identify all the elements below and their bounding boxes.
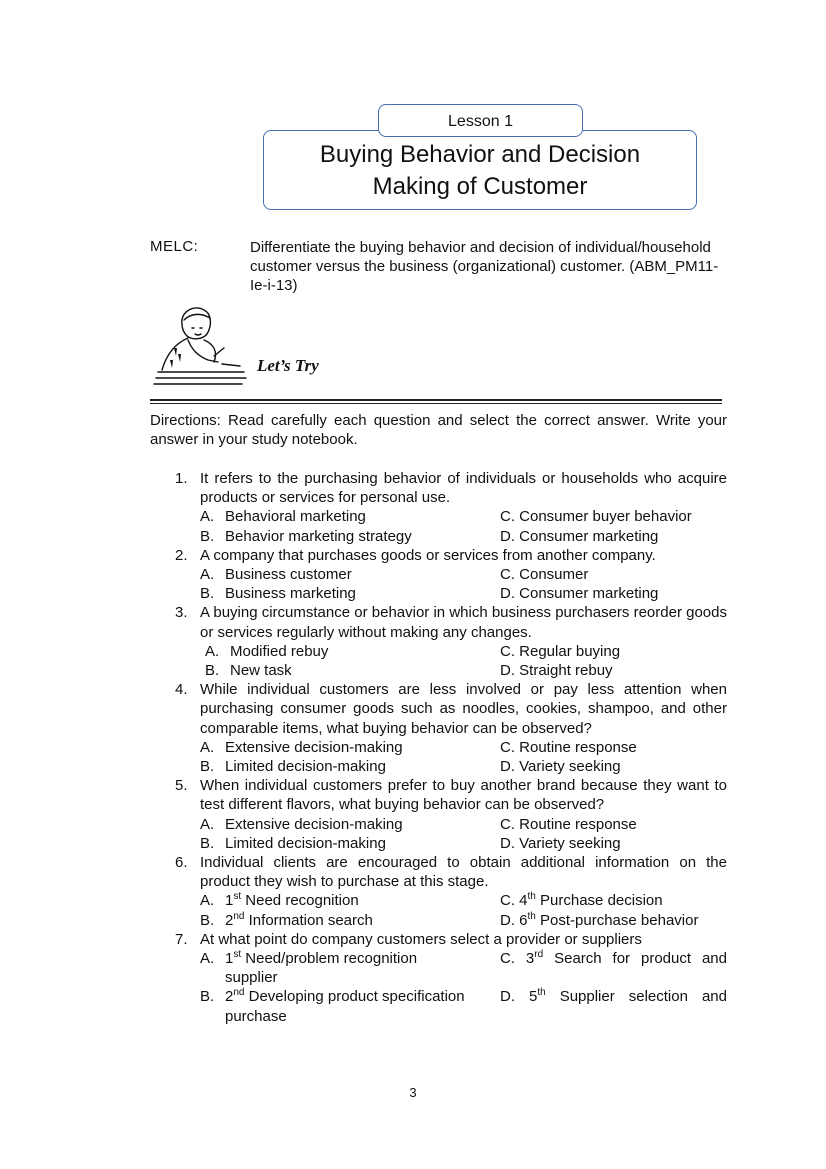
option-b: B. Behavior marketing strategy: [200, 527, 412, 545]
option-c: C. Routine response: [500, 815, 637, 833]
question-text: While individual customers are less involved or pay less attention when purchasing consumer goods such as noodles, cookies, shampoo, and other comparable items, what buying behavior can be observed?: [200, 681, 727, 737]
option-c: C. 4th Purchase decision: [500, 891, 663, 910]
page-number: 3: [409, 1085, 417, 1100]
lesson-label: Lesson 1: [378, 104, 583, 137]
title-line-2: Making of Customer: [372, 173, 588, 200]
option-d: D. 6th Post-purchase behavior: [500, 910, 699, 929]
question-text: A buying circumstance or behavior in which business purchasers reorder goods or services regularly without making any changes.: [200, 604, 727, 641]
option-d: D. Consumer marketing: [500, 527, 659, 545]
question-number: 4.: [175, 681, 188, 699]
melc-text: Differentiate the buying behavior and decision of individual/household customer versus the business (organizational) customer. (ABM_PM11-Ie-i-13): [250, 239, 719, 294]
page-title: [264, 139, 696, 203]
divider-thick: [150, 399, 722, 401]
question-3: [150, 603, 727, 680]
question-number: 5.: [175, 777, 188, 795]
option-b: B. New task: [205, 662, 292, 680]
divider-thin: [150, 403, 722, 404]
title-line-1: Buying Behavior and Decision: [319, 141, 641, 168]
option-c: C. 3rd Search for product and: [500, 949, 727, 968]
question-list: [150, 469, 727, 1026]
option-c: C. Consumer buyer behavior: [500, 508, 692, 526]
option-b: B. Limited decision-making: [200, 834, 386, 852]
option-b: B. Business marketing: [200, 585, 356, 603]
option-d: D. Straight rebuy: [500, 662, 613, 680]
option-a: A. Modified rebuy: [205, 642, 329, 660]
option-d: D. Variety seeking: [500, 758, 621, 776]
option-a: A. 1st Need recognition: [200, 891, 359, 910]
question-text: At what point do company customers select a provider or suppliers: [200, 930, 642, 948]
question-5: [150, 776, 727, 853]
question-text: When individual customers prefer to buy another brand because they want to test different flavors, what buying behavior can be observed?: [200, 777, 727, 814]
question-number: 7.: [175, 930, 188, 948]
option-a: A. Extensive decision-making: [200, 815, 403, 833]
option-b-continued: purchase: [225, 1007, 287, 1025]
directions-text: Directions: Read carefully each question and select the correct answer. Write your answer in your study notebook.: [150, 412, 727, 448]
option-b: B. Limited decision-making: [200, 758, 386, 776]
question-text: Individual clients are encouraged to obtain additional information on the product they wish to purchase at this stage.: [200, 854, 727, 891]
question-text: A company that purchases goods or services from another company.: [200, 546, 656, 564]
option-b: B. 2nd Developing product specification: [200, 987, 465, 1006]
student-writing-illustration: [152, 304, 248, 386]
option-a: A. Behavioral marketing: [200, 508, 366, 526]
question-4: [150, 680, 727, 776]
option-c: C. Regular buying: [500, 642, 621, 660]
question-6: [150, 853, 727, 930]
question-number: 3.: [175, 604, 188, 622]
option-d: D. 5th Supplier selection and: [500, 987, 727, 1006]
question-number: 6.: [175, 854, 188, 872]
option-c: C. Routine response: [500, 738, 637, 756]
question-2: [150, 546, 727, 604]
section-title: Let’s Try: [257, 356, 319, 375]
melc-label: MELC:: [150, 238, 199, 255]
option-a-continued: supplier: [225, 969, 278, 987]
option-d: D. Variety seeking: [500, 834, 621, 852]
question-number: 1.: [175, 470, 188, 487]
option-a: A. Extensive decision-making: [200, 738, 403, 756]
question-text: It refers to the purchasing behavior of individuals or households who acquire products or services for personal use.: [200, 470, 727, 507]
option-a: A. 1st Need/problem recognition: [200, 949, 418, 968]
title-box: [263, 130, 697, 210]
option-b: B. 2nd Information search: [200, 910, 373, 929]
option-d: D. Consumer marketing: [500, 585, 659, 603]
option-a: A. Business customer: [200, 566, 352, 584]
option-c: C. Consumer: [500, 566, 589, 584]
question-7: [150, 930, 727, 1026]
question-number: 2.: [175, 546, 188, 564]
question-1: [150, 469, 727, 546]
